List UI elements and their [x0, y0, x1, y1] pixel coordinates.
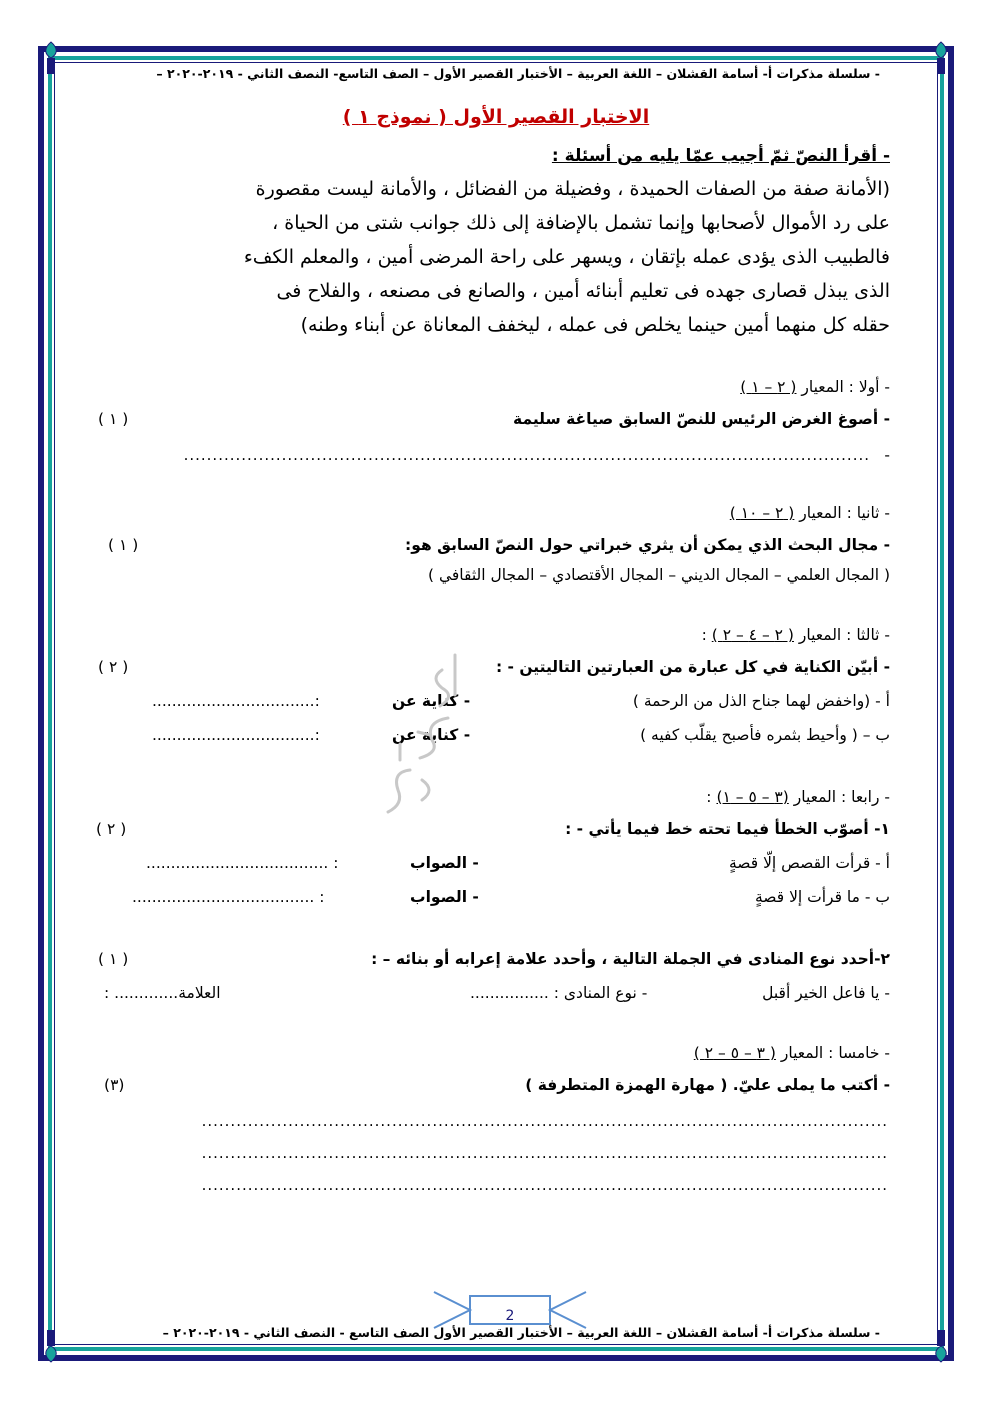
q2-options: ( المجال العلمي – المجال الديني – المجال الأقتصادي – المجال الثقافي ): [427, 566, 890, 584]
q3-kinaya-label-a: - كناية عن: [392, 692, 471, 710]
q4-criterion-line: [706, 788, 890, 806]
q3-item-a: أ - (واخفض لهما جناح الذل من الرحمة ): [632, 692, 890, 710]
q2-criterion-line: [730, 504, 890, 522]
q3-marks: ( ٢ ): [98, 658, 129, 676]
q4-marks: ( ٢ ): [96, 820, 127, 838]
reading-instruction: - أقرأ النصّ ثمّ أجيب عمّا يليه من أسئلة :: [551, 146, 890, 166]
q4-label: - رابعا : المعيار: [793, 788, 890, 806]
reading-passage: [100, 172, 890, 342]
q4-sawab-label-b: - الصواب: [410, 888, 479, 906]
q1-answer-line[interactable]: .......................................................................................................................: [183, 446, 870, 464]
dictation-line[interactable]: .......................................................................................................................: [201, 1176, 888, 1194]
q3-criterion-line: [702, 626, 890, 644]
passage-line: على رد الأموال لأصحابها وإنما تشمل بالإضافة إلى ذلك جوانب شتى من الحياة ،: [272, 212, 890, 234]
q1-question: - أصوغ الغرض الرئيس للنصّ السابق صياغة سليمة: [513, 410, 890, 428]
q4-item-b: ب - ما قرأت إلا قصةٍ: [754, 888, 890, 906]
q2-label: - ثانيا : المعيار: [799, 504, 890, 522]
dictation-line[interactable]: .......................................................................................................................: [201, 1112, 888, 1130]
q1-label: - أولا : المعيار: [801, 378, 890, 396]
header-series-line: - سلسلة مذكرات أ- أسامة القشلان – اللغة العربية – الأختبار القصير الأول – الصف التاسع- النصف الثاني - ٢٠١٩-٢٠٢٠ –: [156, 66, 880, 81]
q6-question: - أكتب ما يملى عليّ. ( مهارة الهمزة المتطرفة ): [525, 1076, 890, 1094]
q2-marks: ( ١ ): [108, 536, 139, 554]
passage-line: فالطبيب الذى يؤدى عمله بإتقان ، ويسهر على راحة المرضى أمين ، والمعلم الكفء: [243, 246, 890, 268]
q6-marks: (٣): [104, 1076, 125, 1094]
q2-question: - مجال البحث الذي يمكن أن يثري خبراتي حول النصّ السابق هو:: [405, 536, 890, 554]
passage-line: حقله كل منهما أمين حينما يخلص فى عمله ، ليخفف المعاناة عن أبناء وطنه): [300, 314, 890, 336]
passage-line: (الأمانة صفة من الصفات الحميدة ، وفضيلة من الفضائل ، والأمانة ليست مقصورة: [255, 178, 890, 200]
q3-item-b: ب – ( وأحيط بثمره فأصبح يقلّب كفيه ): [640, 726, 890, 744]
watermark-signature: [370, 640, 480, 830]
q1-criterion: ( ٢ – ١ ): [740, 378, 797, 396]
q4-colon: :: [706, 788, 712, 806]
q2-criterion: ( ٢ – ١٠ ): [729, 504, 795, 522]
footer-series-line: - سلسلة مذكرات أ- أسامة القشلان – اللغة العربية – الأختبار القصير الأول الصف التاسع - النصف الثاني - ٢٠١٩-٢٠٢٠ –: [162, 1325, 880, 1340]
q5-sign-field[interactable]: العلامة............. :: [104, 984, 221, 1002]
q3-question: - أبيّن الكناية في كل عبارة من العبارتين التاليتين - :: [495, 658, 890, 676]
q1-criterion-line: [740, 378, 890, 396]
q3-criterion: ( ٢ – ٤ – ٢ ): [711, 626, 794, 644]
page-title: الاختبار القصير الأول ( نموذج ١ ): [342, 106, 650, 128]
q4-item-a: أ - قرأت القصص إلّا قصةٍ: [728, 854, 890, 872]
q6-label: - خامسا : المعيار: [780, 1044, 890, 1062]
q5-marks: ( ١ ): [98, 950, 129, 968]
q3-label: - ثالثا : المعيار: [798, 626, 890, 644]
q6-criterion-line: [694, 1044, 890, 1062]
corner-ornament-icon: [40, 1328, 62, 1364]
q4-question: ١- أصوّب الخطأ فيما تحته خط فيما يأتي - :: [565, 820, 890, 838]
dictation-line[interactable]: .......................................................................................................................: [201, 1144, 888, 1162]
corner-ornament-icon: [930, 40, 952, 76]
passage-line: الذى يبذل قصارى جهده فى تعليم أبنائه أمين ، والصانع فى مصنعه ، والفلاح فى: [276, 280, 890, 302]
q3-answer-a[interactable]: :.................................: [152, 692, 320, 710]
corner-ornament-icon: [930, 1328, 952, 1364]
q5-type-field[interactable]: - نوع المنادى : ................: [470, 984, 648, 1002]
page-number: 2: [505, 1308, 515, 1324]
q4-sawab-label-a: - الصواب: [410, 854, 479, 872]
corner-ornament-icon: [40, 40, 62, 76]
q4-answer-a[interactable]: : .....................................: [146, 854, 339, 872]
q3-answer-b[interactable]: :.................................: [152, 726, 320, 744]
q1-answer-dash: -: [884, 446, 890, 464]
q5-question: ٢-أحدد نوع المنادى في الجملة التالية ، وأحدد علامة إعرابه أو بنائه – :: [371, 950, 890, 968]
q5-sentence: - يا فاعل الخير أقبل: [762, 984, 890, 1002]
q6-criterion: ( ٣ – ٥ – ٢ ): [693, 1044, 776, 1062]
q3-kinaya-label-b: - كناية عن: [392, 726, 471, 744]
q4-answer-b[interactable]: : .....................................: [132, 888, 325, 906]
q3-colon: :: [701, 626, 707, 644]
q4-criterion: (٣ – ٥ – ١): [716, 788, 789, 806]
q1-marks: ( ١ ): [98, 410, 129, 428]
